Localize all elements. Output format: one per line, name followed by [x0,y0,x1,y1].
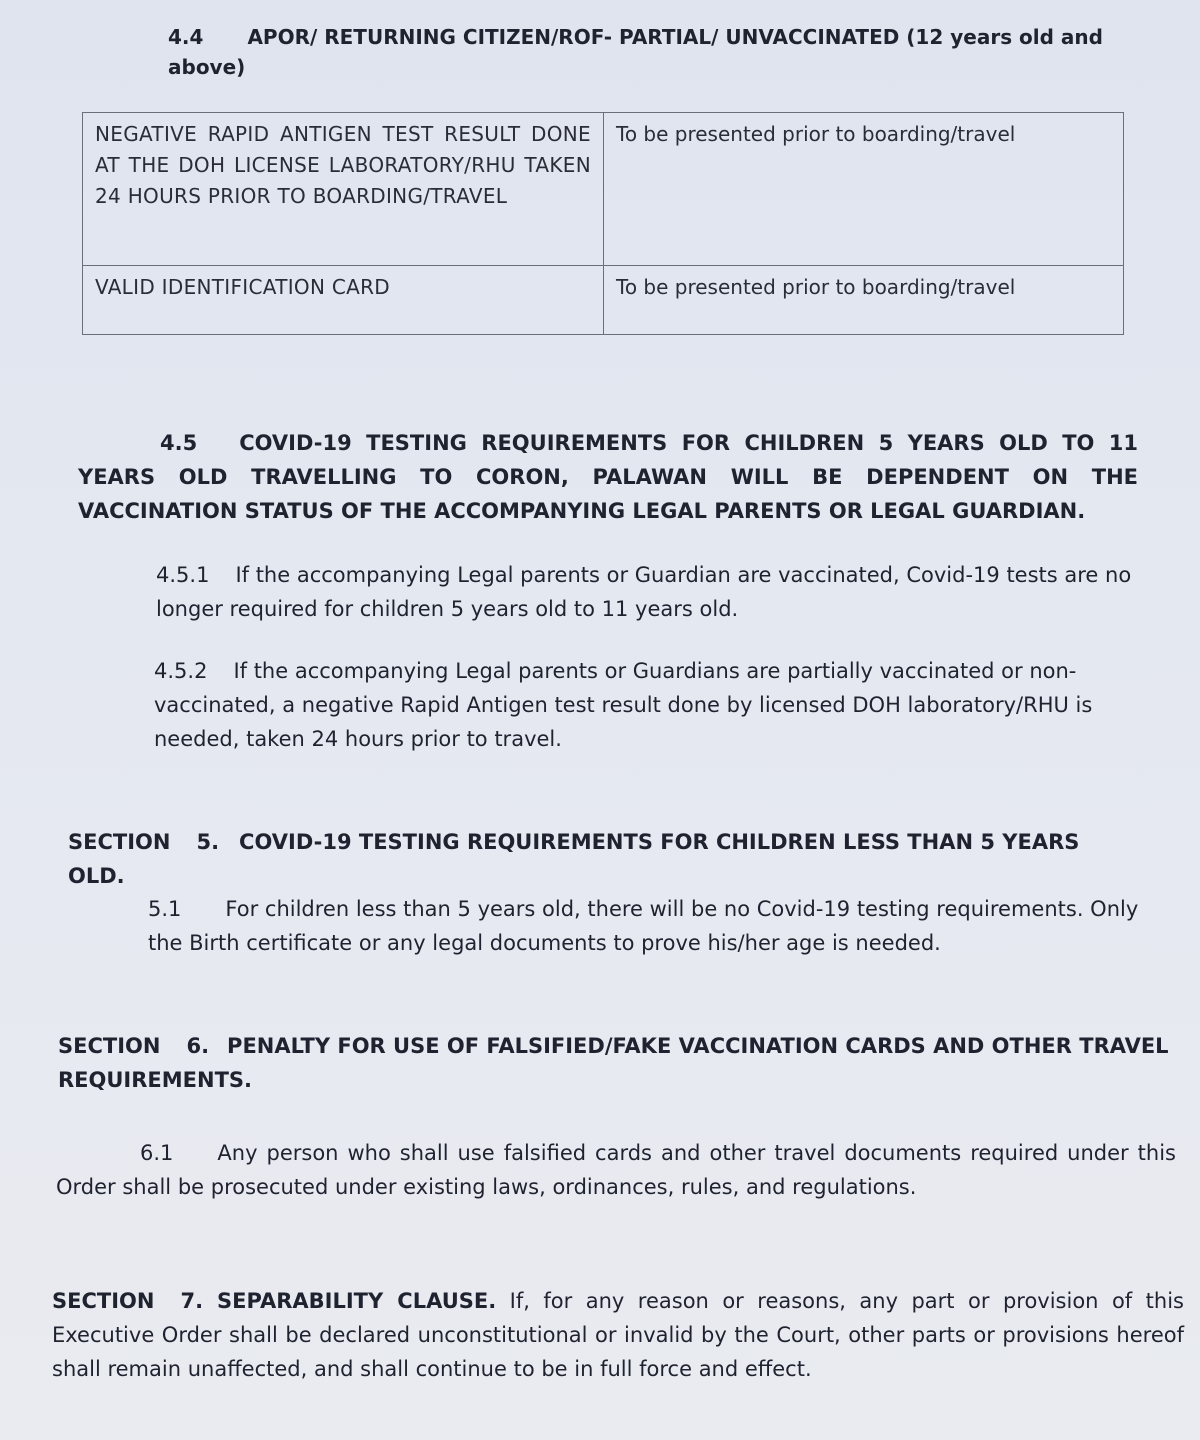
section-4-5-number: 4.5 [160,431,198,455]
requirements-table [82,112,1124,335]
item-4-5-1-text: If the accompanying Legal parents or Guardian are vaccinated, Covid-19 tests are no longer required for children 5 years old to 11 years old. [156,563,1132,621]
item-5-1-number: 5.1 [148,897,182,921]
item-5-1-text: For children less than 5 years old, there will be no Covid-19 testing requirements. Only the Birth certificate or any legal documents to prove his/her age is needed. [148,897,1139,955]
section-4-4-heading [168,22,1128,82]
section-5-number: 5. [196,830,220,854]
section-7-text: If, for any reason or reasons, any part or provision of this Executive Order shall be declared unconstitutional or invalid by the Court, other parts or provisions hereof shall remain unaffected, and shall continue to be in full force and effect. [52,1289,1184,1381]
section-7-title: SEPARABILITY CLAUSE. [217,1289,497,1313]
section-7-label: SECTION [52,1289,155,1313]
item-4-5-2 [154,654,1154,756]
requirement-cell: VALID IDENTIFICATION CARD [83,266,604,335]
table-row [83,113,1124,266]
section-5-title: COVID-19 TESTING REQUIREMENTS FOR CHILDREN LESS THAN 5 YEARS OLD. [68,830,1080,888]
item-4-5-1-number: 4.5.1 [156,563,210,587]
requirement-cell: NEGATIVE RAPID ANTIGEN TEST RESULT DONE AT THE DOH LICENSE LABORATORY/RHU TAKEN 24 HOURS PRIOR TO BOARDING/TRAVEL [83,113,604,266]
section-6-title: PENALTY FOR USE OF FALSIFIED/FAKE VACCINATION CARDS AND OTHER TRAVEL REQUIREMENTS. [58,1034,1169,1092]
section-6-number: 6. [186,1034,210,1058]
item-6-1 [56,1136,1176,1204]
section-4-4-number: 4.4 [168,25,204,49]
section-4-4-title: APOR/ RETURNING CITIZEN/ROF- PARTIAL/ UNVACCINATED (12 years old and above) [168,25,1103,79]
item-4-5-1 [156,558,1146,626]
item-4-5-2-text: If the accompanying Legal parents or Guardians are partially vaccinated or non-vaccinated, a negative Rapid Antigen test result done by licensed DOH laboratory/RHU is needed, taken 24 hours prior to travel. [154,659,1093,751]
note-cell: To be presented prior to boarding/travel [604,266,1124,335]
section-4-5-title: COVID-19 TESTING REQUIREMENTS FOR CHILDREN 5 YEARS OLD TO 11 YEARS OLD TRAVELLING TO CORON, PALAWAN WILL BE DEPENDENT ON THE VACCINATION STATUS OF THE ACCOMPANYING LEGAL PARENTS OR LEGAL GUARDIAN. [78,431,1138,523]
note-cell: To be presented prior to boarding/travel [604,113,1124,266]
item-5-1 [148,892,1168,960]
section-7-number: 7. [180,1289,204,1313]
section-7 [52,1284,1184,1386]
section-6-label: SECTION [58,1034,161,1058]
section-5-label: SECTION [68,830,171,854]
section-6-heading [58,1029,1178,1097]
section-4-5-heading [78,426,1138,528]
item-4-5-2-number: 4.5.2 [154,659,208,683]
table-row [83,266,1124,335]
item-6-1-number: 6.1 [140,1141,174,1165]
item-6-1-text: Any person who shall use falsified cards and other travel documents required under this Order shall be prosecuted under existing laws, ordinances, rules, and regulations. [56,1141,1176,1199]
section-5-heading [68,825,1128,893]
